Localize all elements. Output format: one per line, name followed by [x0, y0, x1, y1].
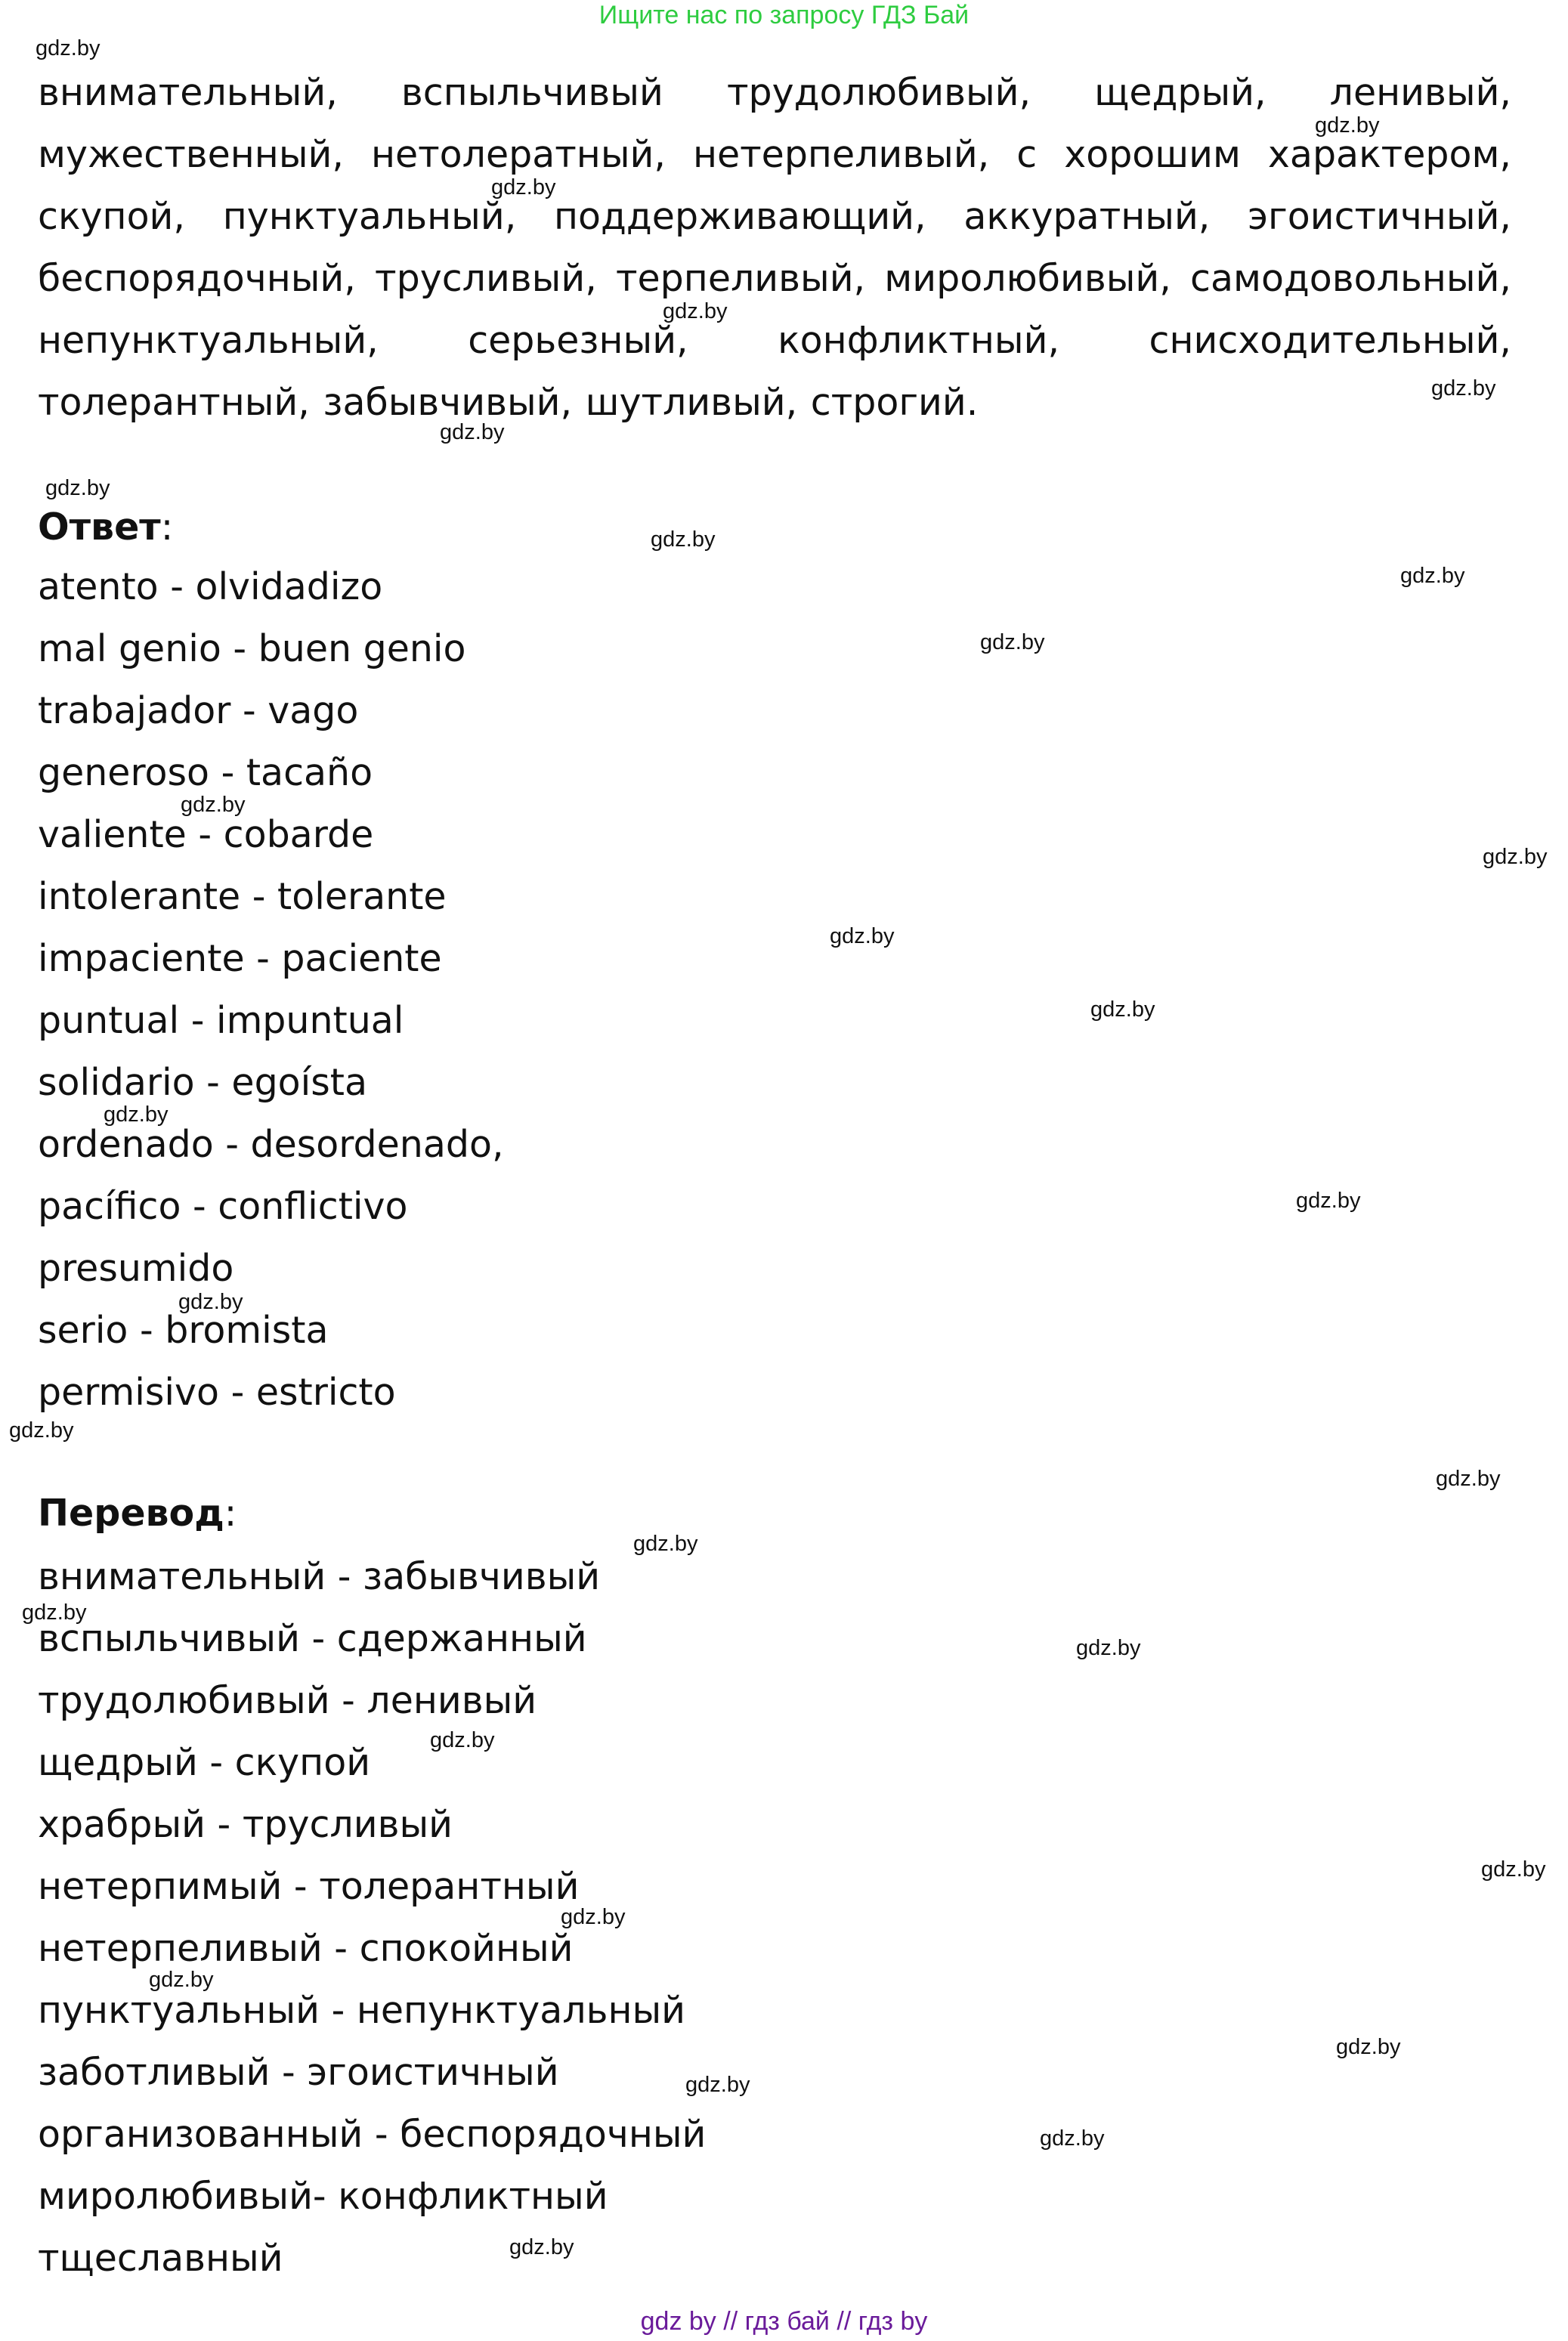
translation-heading-label: Перевод: [38, 1492, 224, 1535]
watermark: gdz.by: [633, 1532, 698, 1556]
answer-heading-label: Ответ: [38, 506, 161, 549]
watermark: gdz.by: [45, 476, 110, 500]
watermark: gdz.by: [509, 2235, 574, 2259]
translation-heading: [38, 1491, 237, 1536]
translation-item: трудолюбивый - ленивый: [38, 1679, 537, 1722]
answer-item: puntual - impuntual: [38, 999, 404, 1042]
translation-item: тщеславный: [38, 2237, 283, 2280]
watermark: gdz.by: [181, 793, 246, 817]
answer-heading: [38, 505, 173, 550]
watermark: gdz.by: [1436, 1467, 1501, 1491]
watermark: gdz.by: [1040, 2126, 1105, 2151]
translation-item: миролюбивый- конфликтный: [38, 2175, 608, 2218]
watermark: gdz.by: [178, 1290, 243, 1314]
answer-item: valiente - cobarde: [38, 813, 374, 856]
translation-heading-colon: :: [224, 1492, 237, 1535]
answer-item: solidario - egoísta: [38, 1061, 368, 1104]
translation-item: организованный - беспорядочный: [38, 2113, 707, 2156]
watermark: gdz.by: [830, 924, 895, 948]
watermark: gdz.by: [430, 1728, 495, 1752]
watermark: gdz.by: [1431, 376, 1496, 400]
translation-item: пунктуальный - непунктуальный: [38, 1989, 686, 2032]
answer-item: permisivo - estricto: [38, 1371, 396, 1414]
watermark: gdz.by: [1336, 2035, 1401, 2059]
watermark: gdz.by: [1296, 1189, 1361, 1213]
watermark: gdz.by: [663, 299, 728, 323]
watermark: gdz.by: [36, 36, 101, 60]
watermark: gdz.by: [685, 2073, 750, 2097]
watermark: gdz.by: [1076, 1636, 1141, 1660]
watermark: gdz.by: [1483, 845, 1548, 869]
answer-item: impaciente - paciente: [38, 937, 442, 980]
watermark: gdz.by: [440, 420, 505, 444]
watermark: gdz.by: [980, 630, 1045, 654]
translation-item: внимательный - забывчивый: [38, 1555, 601, 1598]
answer-item: trabajador - vago: [38, 689, 359, 732]
answer-item: atento - olvidadizo: [38, 565, 383, 608]
answer-item: ordenado - desordenado,: [38, 1123, 504, 1166]
answer-item: pacífico - conflictivo: [38, 1185, 408, 1228]
top-banner[interactable]: Ищите нас по запросу ГДЗ Бай: [598, 1, 970, 29]
answer-item: presumido: [38, 1247, 234, 1290]
watermark: gdz.by: [1315, 113, 1380, 138]
answer-item: serio - bromista: [38, 1309, 329, 1352]
translation-item: вспыльчивый - сдержанный: [38, 1617, 587, 1660]
answer-item: mal genio - buen genio: [38, 627, 466, 670]
watermark: gdz.by: [1400, 564, 1465, 588]
watermark: gdz.by: [491, 175, 556, 199]
watermark: gdz.by: [651, 527, 716, 552]
translation-item: нетерпимый - толерантный: [38, 1865, 580, 1908]
watermark: gdz.by: [1090, 997, 1155, 1022]
watermark: gdz.by: [149, 1968, 214, 1992]
answer-heading-colon: :: [160, 506, 174, 549]
watermark: gdz.by: [1481, 1857, 1546, 1882]
answer-item: intolerante - tolerante: [38, 875, 447, 918]
translation-item: щедрый - скупой: [38, 1741, 371, 1784]
watermark: gdz.by: [22, 1600, 87, 1625]
watermark: gdz.by: [9, 1418, 74, 1443]
translation-item: заботливый - эгоистичный: [38, 2051, 559, 2094]
translation-item: храбрый - трусливый: [38, 1803, 453, 1846]
watermark: gdz.by: [561, 1905, 626, 1929]
watermark: gdz.by: [104, 1102, 169, 1127]
answer-item: generoso - tacaño: [38, 751, 373, 794]
translation-item: нетерпеливый - спокойный: [38, 1927, 574, 1970]
footer-links[interactable]: gdz by // гдз бай // гдз by: [640, 2307, 928, 2336]
exercise-word-list: внимательный, вспыльчивый трудолюбивый, щедрый, ленивый, мужественный, нетолератный, нетерпеливый, с хорошим характером, скупой, пунктуальный, поддерживающий, аккуратный, эгоистичный, беспорядочный, трусливый, терпеливый, миролюбивый, самодовольный, непунктуальный, серьезный, конфликтный, снисходительный, толерантный, забывчивый, шутливый, строгий.: [38, 71, 1511, 424]
answer-list: [38, 556, 504, 1424]
